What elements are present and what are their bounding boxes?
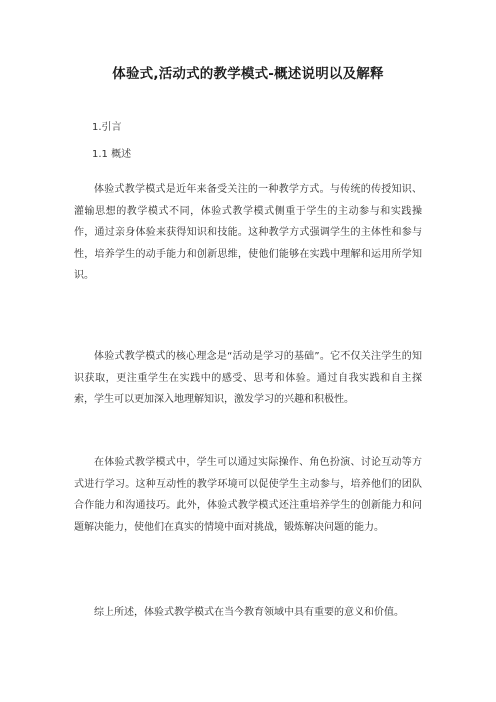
paragraph-4: 综上所述，体验式教学模式在当今教育领域中具有重要的意义和价值。 <box>94 607 404 618</box>
paragraph-2: 体验式教学模式的核心理念是“活动是学习的基础”。它不仅关注学生的知识获取，更注重学生在实践中的感受、思考和体验。通过自我实践和自主探索，学生可以更加深入地理解知识，激发学习的兴趣和积极性。 <box>74 351 422 405</box>
document-title: 体验式,活动式的教学模式-概述说明以及解释 <box>112 66 384 82</box>
section-heading: 1.引言 <box>92 122 122 133</box>
paragraph-3: 在体验式教学模式中，学生可以通过实际操作、角色扮演、讨论互动等方式进行学习。这种互动性的教学环境可以促使学生主动参与，培养他们的团队合作能力和沟通技巧。此外，体验式教学模式还注重培养学生的创新能力和问题解决能力，使他们在真实的情境中面对挑战，锻炼解决问题的能力。 <box>74 457 422 533</box>
paragraph-1: 体验式教学模式是近年来备受关注的一种教学方式。与传统的传授知识、灌输思想的教学模式不同，体验式教学模式侧重于学生的主动参与和实践操作，通过亲身体验来获得知识和技能。这种教学方式强调学生的主体性和参与性，培养学生的动手能力和创新思维，使他们能够在实践中理解和运用所学知识。 <box>74 184 422 281</box>
subsection-heading: 1.1 概述 <box>92 149 132 160</box>
